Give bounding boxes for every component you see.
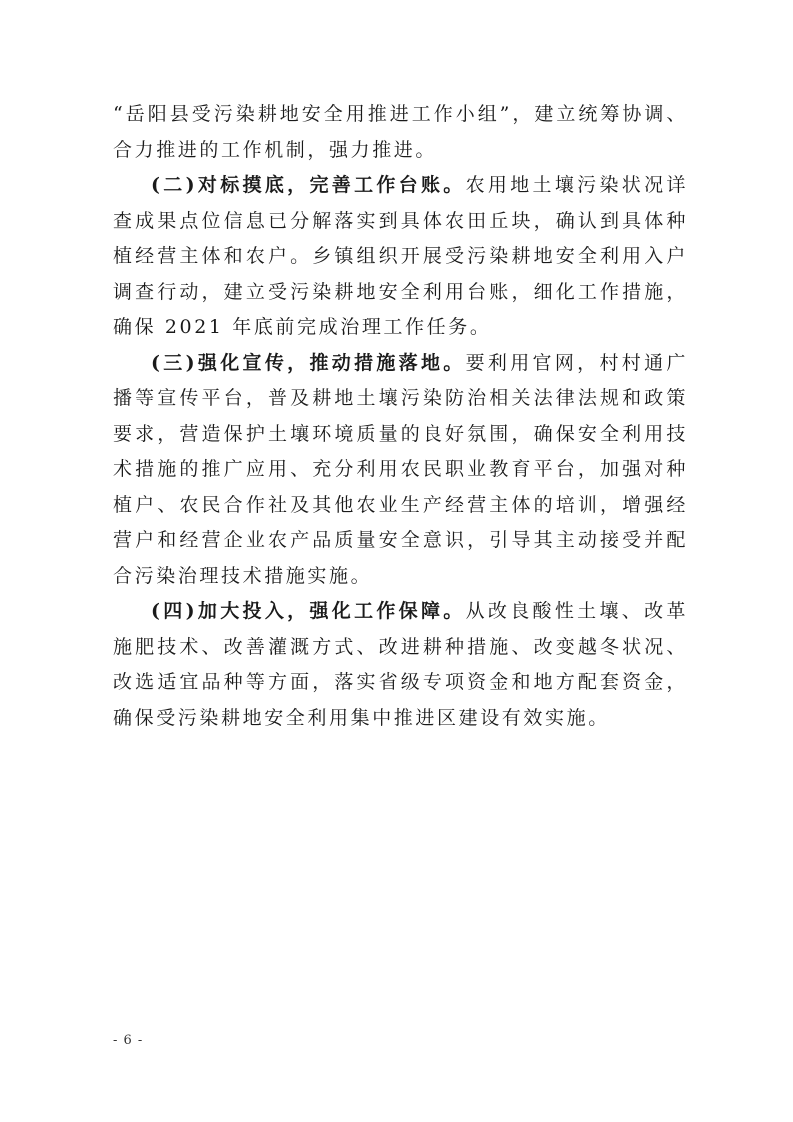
page-number: - 6 - xyxy=(113,1033,144,1048)
section-heading: (四)加大投入，强化工作保障。 xyxy=(151,600,466,622)
paragraph-section-2 xyxy=(113,168,688,346)
section-heading: (二)对标摸底，完善工作台账。 xyxy=(151,174,466,196)
body-text xyxy=(113,97,688,736)
paragraph-body: “岳阳县受污染耕地安全用推进工作小组”，建立统筹协调、合力推进的工作机制，强力推进。 xyxy=(113,103,688,161)
paragraph-body: 要利用官网，村村通广播等宣传平台，普及耕地土壤污染防治相关法律法规和政策要求，营造保护土壤环境质量的良好氛围，确保安全利用技术措施的推广应用、充分利用农民职业教育平台，加强对种植户、农民合作社及其他农业生产经营主体的培训，增强经营户和经营企业农产品质量安全意识，引导其主动接受并配合污染治理技术措施实施。 xyxy=(113,351,688,587)
paragraph-continuation xyxy=(113,97,688,168)
paragraph-section-3 xyxy=(113,346,688,595)
paragraph-section-4 xyxy=(113,594,688,736)
paragraph-body: 农用地土壤污染状况详查成果点位信息已分解落实到具体农田丘块，确认到具体种植经营主体和农户。乡镇组织开展受污染耕地安全利用入户调查行动，建立受污染耕地安全利用台账，细化工作措施，确保 2021 年底前完成治理工作任务。 xyxy=(113,174,688,338)
paragraph-body: 从改良酸性土壤、改革施肥技术、改善灌溉方式、改进耕种措施、改变越冬状况、改选适宜品种等方面，落实省级专项资金和地方配套资金，确保受污染耕地安全利用集中推进区建设有效实施。 xyxy=(113,600,688,729)
section-heading: (三)强化宣传，推动措施落地。 xyxy=(151,351,466,374)
